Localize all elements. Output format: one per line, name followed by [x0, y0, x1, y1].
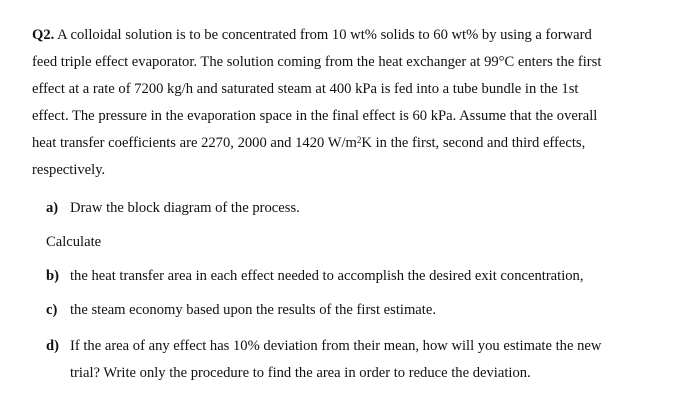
question-line-4: effect. The pressure in the evaporation space in the final effect is 60 kPa. Assume that the overall [32, 108, 598, 124]
question-line-1 [32, 26, 592, 44]
question-text-line-5a: heat transfer coefficients are 2270, 2000 and 1420 W/m [32, 135, 357, 151]
part-b-text: the heat transfer area in each effect needed to accomplish the desired exit concentration, [70, 268, 584, 284]
question-line-6: respectively. [32, 162, 106, 178]
superscript-two: 2 [356, 135, 362, 145]
part-a-label: a) [46, 200, 59, 216]
calculate-heading: Calculate [46, 234, 102, 250]
question-text-line-5b: K in the first, second and third effects, [361, 135, 586, 151]
question-text-line-1: A colloidal solution is to be concentrated from 10 wt% solids to 60 wt% by using a forward [54, 27, 592, 43]
question-line-5 [32, 134, 585, 152]
part-c-text: the steam economy based upon the results of the first estimate. [70, 302, 436, 318]
part-b [46, 267, 584, 285]
question-line-2: feed triple effect evaporator. The solution coming from the heat exchanger at 99°C enters the first [32, 54, 602, 70]
part-d [46, 337, 601, 355]
part-d-text-1: If the area of any effect has 10% deviation from their mean, how will you estimate the new [70, 338, 602, 354]
question-number: Q2. [32, 27, 55, 43]
part-a-text: Draw the block diagram of the process. [70, 200, 300, 216]
part-d-continuation: trial? Write only the procedure to find the area in order to reduce the deviation. [70, 365, 531, 381]
part-b-label: b) [46, 268, 59, 284]
part-a [46, 199, 300, 217]
part-d-label: d) [46, 338, 59, 354]
part-c-label: c) [46, 302, 58, 318]
part-c [46, 301, 436, 319]
question-line-3: effect at a rate of 7200 kg/h and saturated steam at 400 kPa is fed into a tube bundle in the 1st [32, 81, 579, 97]
